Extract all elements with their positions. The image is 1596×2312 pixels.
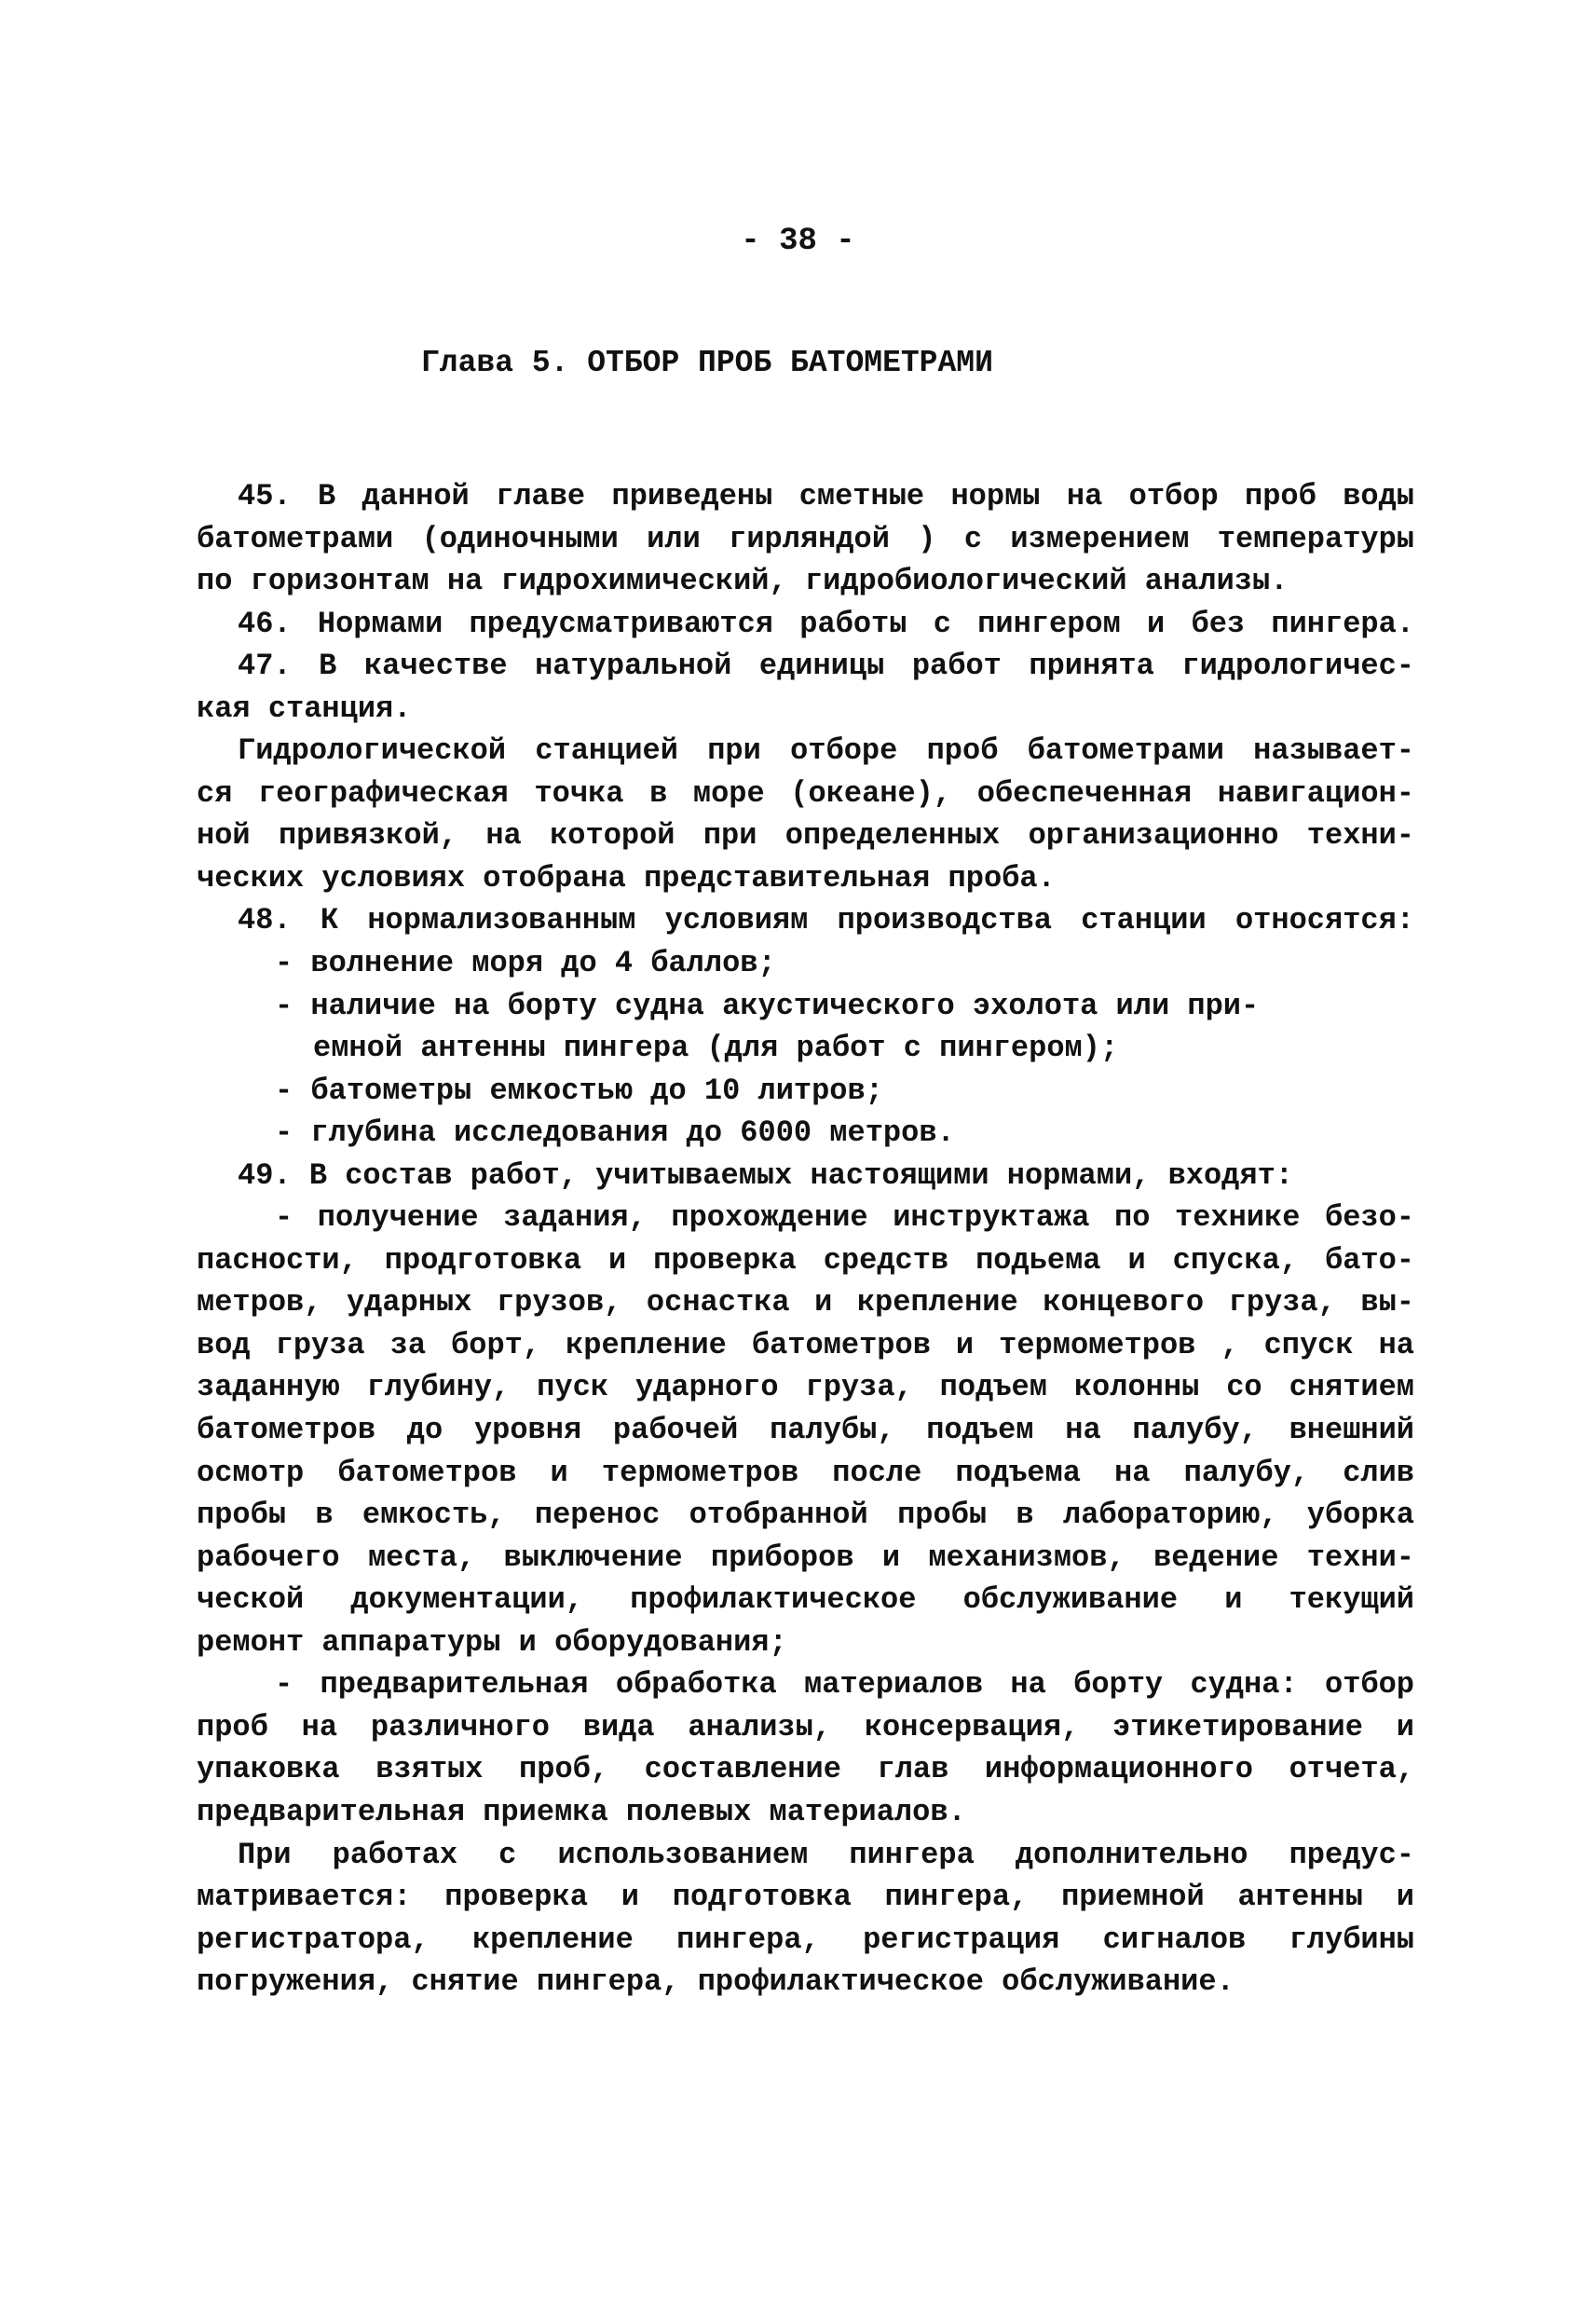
text-line: ческой документации, профилактическое обслуживание и текущий [197, 1582, 1414, 1618]
text-line: - батометры емкостью до 10 литров; [275, 1073, 883, 1108]
text-line: проб на различного вида анализы, консервация, этикетирование и [197, 1709, 1414, 1744]
text-line: батометрами (одиночными или гирляндой ) с измерением температуры [197, 521, 1414, 556]
body-text [197, 475, 1414, 2004]
text-line: батометров до уровня рабочей палубы, подъем на палубу, внешний [197, 1413, 1414, 1448]
text-line: - волнение моря до 4 баллов; [275, 946, 776, 981]
text-line: 45. В данной главе приведены сметные нормы на отбор проб воды [238, 479, 1414, 513]
text-line: ремонт аппаратуры и оборудования; [197, 1624, 787, 1660]
text-line: пасности, продготовка и проверка средств подьема и спуска, бато- [197, 1242, 1414, 1278]
text-line: - наличие на борту судна акустического эхолота или при- [275, 988, 1260, 1023]
text-line: регистратора, крепление пингера, регистрация сигналов глубины [197, 1922, 1414, 1957]
text-line: матривается: проверка и подготовка пингера, приемной антенны и [197, 1880, 1414, 1915]
text-line: 48. К нормализованным условиям производства станции относятся: [238, 903, 1414, 938]
text-line: емной антенны пингера (для работ с пингером); [313, 1031, 1119, 1066]
text-line: При работах с использованием пингера дополнительно предус- [238, 1837, 1414, 1872]
text-line: осмотр батометров и термометров после подъема на палубу, слив [197, 1455, 1414, 1490]
text-line: рабочего места, выключение приборов и механизмов, ведение техни- [197, 1539, 1414, 1575]
text-line: Гидрологической станцией при отборе проб батометрами называет- [238, 733, 1414, 769]
text-line: ся географическая точка в море (океане), обеспеченная навигацион- [197, 775, 1414, 811]
text-line: предварительная приемка полевых материалов. [197, 1794, 966, 1829]
text-line: 46. Нормами предусматриваются работы с пингером и без пингера. [238, 606, 1414, 641]
text-line: заданную глубину, пуск ударного груза, подъем колонны со снятием [197, 1370, 1414, 1405]
text-line: погружения, снятие пингера, профилактическое обслуживание. [197, 1964, 1235, 2000]
text-line: 49. В состав работ, учитываемых настоящими нормами, входят: [238, 1157, 1293, 1193]
text-line: кая станция. [197, 691, 412, 726]
text-line: вод груза за борт, крепление батометров и термометров , спуск на [197, 1327, 1414, 1362]
text-line: метров, ударных грузов, оснастка и крепление концевого груза, вы- [197, 1285, 1414, 1320]
text-line: 47. В качестве натуральной единицы работ принята гидрологичес- [238, 649, 1414, 684]
text-line: - получение задания, прохождение инструктажа по технике безо- [275, 1200, 1414, 1236]
text-line: ной привязкой, на которой при определенных организационно техни- [197, 818, 1414, 854]
text-line: - глубина исследования до 6000 метров. [275, 1115, 955, 1151]
text-line: ческих условиях отобрана представительная проба. [197, 860, 1056, 896]
text-line: пробы в емкость, перенос отобранной пробы в лабораторию, уборка [197, 1498, 1414, 1533]
text-line: - предварительная обработка материалов на борту судна: отбор [275, 1667, 1414, 1703]
page-number: - 38 - [741, 224, 855, 259]
chapter-title: Глава 5. ОТБОР ПРОБ БАТОМЕТРАМИ [421, 346, 993, 380]
text-line: упаковка взятых проб, составление глав информационного отчета, [197, 1752, 1414, 1787]
text-line: по горизонтам на гидрохимический, гидробиологический анализы. [197, 564, 1289, 599]
